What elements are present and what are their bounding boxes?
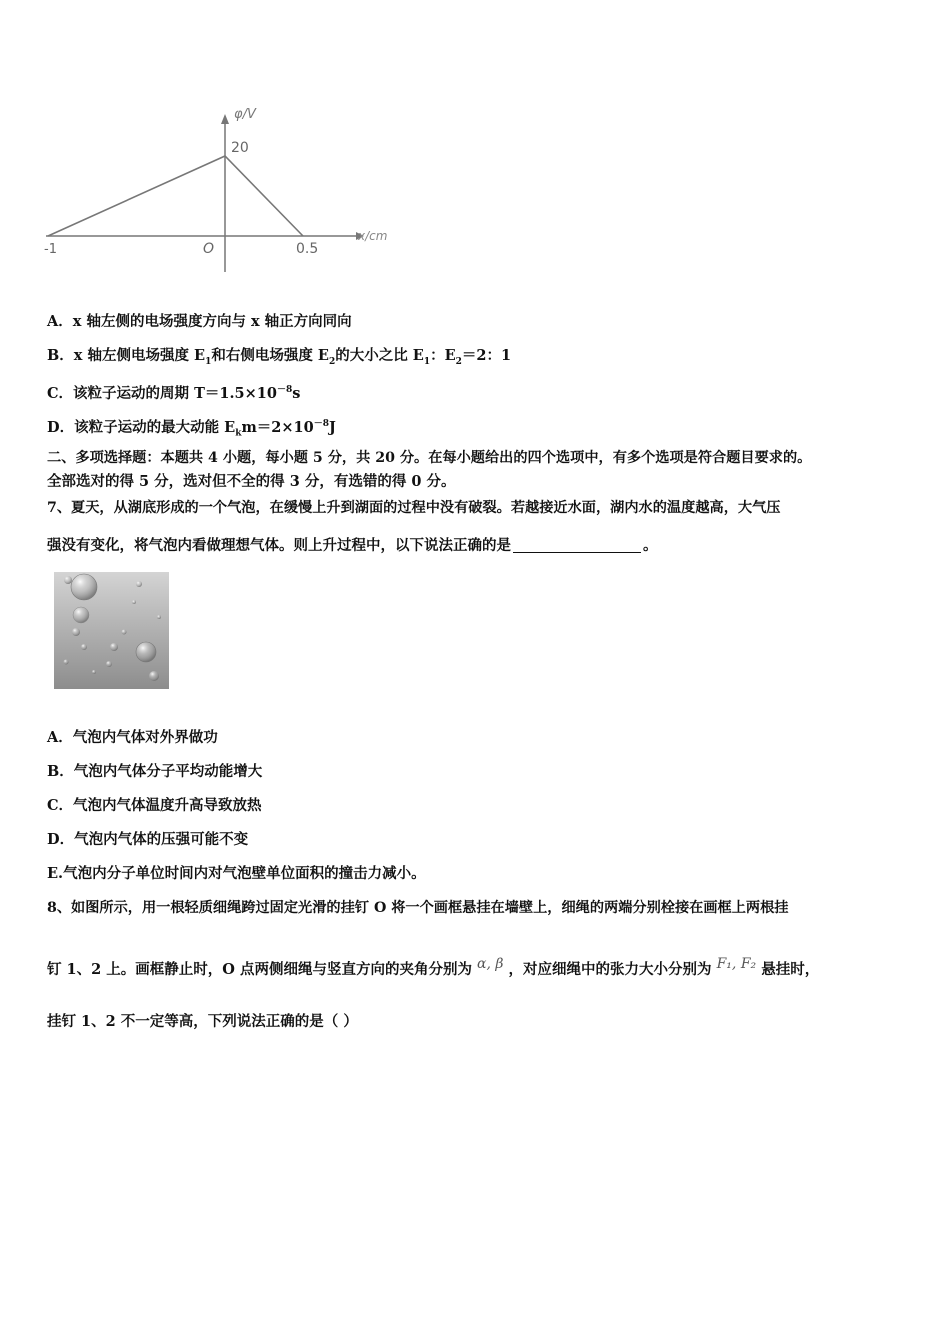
q6-option-c xyxy=(47,380,300,404)
x-axis-label: x/cm xyxy=(358,229,388,243)
q7-option-c: C．气泡内气体温度升高导致放热 xyxy=(47,797,262,814)
text: C．该粒子运动的周期 T＝1.5×10 xyxy=(47,384,277,402)
q7-option-a: A．气泡内气体对外界做功 xyxy=(47,729,218,746)
section2-line2: 全部选对的得 5 分，选对但不全的得 3 分，有选错的得 0 分。 xyxy=(47,473,456,490)
text: ＝2：1 xyxy=(461,347,512,364)
bubbles-image xyxy=(54,572,169,689)
text: 和右侧电场强度 E xyxy=(211,347,329,364)
text: 强没有变化，将气泡内看做理想气体。则上升过程中，以下说法正确的是 xyxy=(47,537,511,554)
text: 。 xyxy=(643,537,658,554)
answer-blank xyxy=(513,538,641,553)
y-axis-label: φ/V xyxy=(234,107,256,122)
subscript: 1 xyxy=(205,356,212,367)
origin-label: O xyxy=(203,241,215,257)
subscript: 1 xyxy=(423,356,431,367)
q6-option-d xyxy=(47,414,336,444)
q6-option-b xyxy=(47,346,511,372)
angle-symbols: α, β xyxy=(477,956,504,972)
left-tick-label: -1 xyxy=(44,242,57,257)
text: B．x 轴左侧电场强度 E xyxy=(47,347,206,364)
q8-line1: 8、如图所示，用一根轻质细绳跨过固定光滑的挂钉 O 将一个画框悬挂在墙壁上，细绳的两端分别栓接在画框上两根挂 xyxy=(47,900,789,916)
subscript: 2 xyxy=(328,356,336,367)
subscript: 2 xyxy=(455,356,462,367)
subscript: k xyxy=(235,428,242,439)
q7-line1: 7、夏天，从湖底形成的一个气泡，在缓慢上升到湖面的过程中没有破裂。若越接近水面，湖内水的温度越高，大气压 xyxy=(47,500,781,516)
section2-line1: 二、多项选择题：本题共 4 小题，每小题 5 分，共 20 分。在每小题给出的四个选项中，有多个选项是符合题目要求的。 xyxy=(47,450,812,466)
potential-curve xyxy=(48,156,303,236)
text: 的大小之比 E xyxy=(335,347,424,364)
q7-option-b: B．气泡内气体分子平均动能增大 xyxy=(47,763,263,780)
text: ：E xyxy=(430,347,456,364)
superscript: －8 xyxy=(276,385,293,395)
peak-label: 20 xyxy=(231,140,249,156)
text: J xyxy=(328,418,336,436)
text: 钉 1、2 上。画框静止时，O 点两侧细绳与竖直方向的夹角分别为 xyxy=(47,961,472,978)
text: s xyxy=(292,384,301,402)
q8-line3: 挂钉 1、2 不一定等高，下列说法正确的是（ ） xyxy=(47,1013,358,1030)
force-symbols: F₁, F₂ xyxy=(716,956,757,972)
q6-option-a: A．x 轴左侧的电场强度方向与 x 轴正方向同向 xyxy=(47,313,352,330)
right-tick-label: 0.5 xyxy=(296,241,319,257)
potential-graph xyxy=(38,100,418,280)
text: 悬挂时， xyxy=(761,961,820,978)
text: D．该粒子运动的最大动能 E xyxy=(47,418,236,436)
q8-line2 xyxy=(47,956,820,980)
q7-line2 xyxy=(47,536,658,556)
text: m＝2×10 xyxy=(241,418,314,436)
q7-option-d: D．气泡内气体的压强可能不变 xyxy=(47,831,249,848)
text: ，对应细绳中的张力大小分别为 xyxy=(508,961,712,978)
y-axis-arrow xyxy=(221,114,229,124)
superscript: －8 xyxy=(313,419,329,429)
q7-option-e: E.气泡内分子单位时间内对气泡壁单位面积的撞击力减小。 xyxy=(47,865,426,882)
